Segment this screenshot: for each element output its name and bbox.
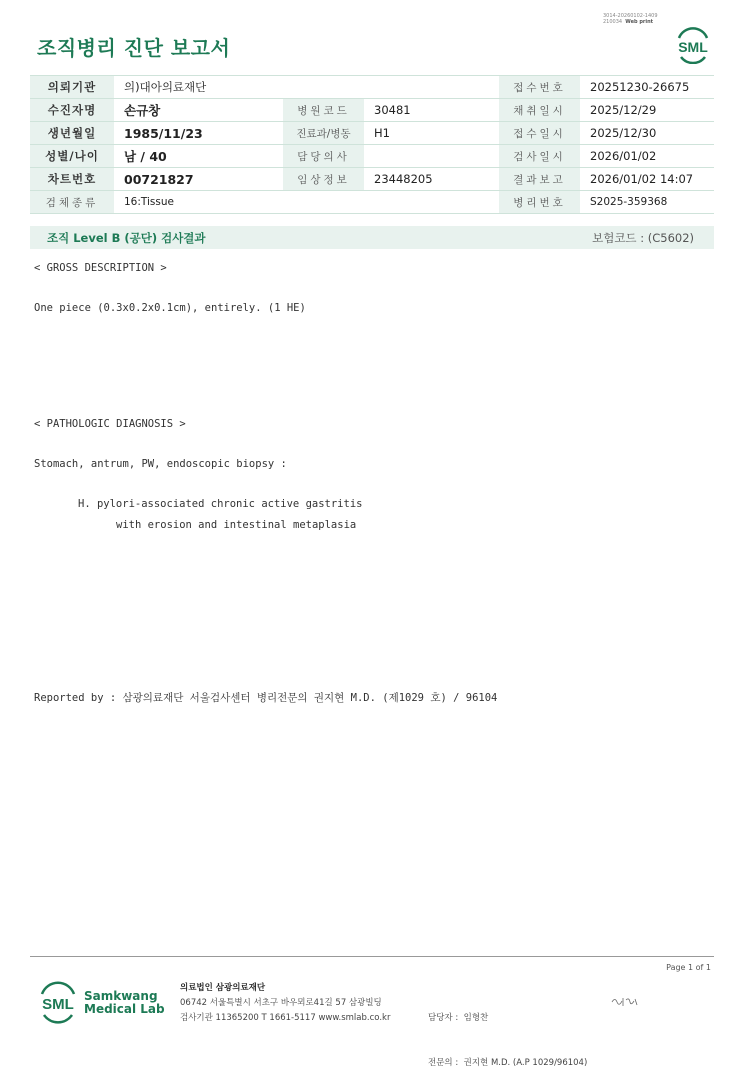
info-row xyxy=(30,145,714,168)
print-id: 3014-20260102-1409 xyxy=(603,13,658,19)
sml-logo xyxy=(673,26,713,64)
pathology-number: S2025-359368 xyxy=(580,191,714,214)
organization-name: 의료법인 삼광의료재단 xyxy=(180,983,266,993)
page-number: Page 1 of 1 xyxy=(666,963,711,972)
label-attending-doctor: 담당의사 xyxy=(283,145,364,168)
requesting-institution: 의)대아의료재단 xyxy=(114,76,283,99)
empty-cell xyxy=(283,76,364,99)
label-pathology-number: 병리번호 xyxy=(499,191,580,214)
label-sex-age: 성별/나이 xyxy=(30,145,114,168)
label-department: 진료과/병동 xyxy=(283,122,364,145)
label-collection-date: 채취일시 xyxy=(499,99,580,122)
department: H1 xyxy=(364,122,499,145)
label-specimen-type: 검체종류 xyxy=(30,191,114,214)
diagnosis-line-2: with erosion and intestinal metaplasia xyxy=(116,519,357,531)
label-chart-number: 차트번호 xyxy=(30,168,114,191)
print-code: 210034 xyxy=(603,19,623,25)
brand-line-1: Samkwang xyxy=(84,989,158,1003)
label-receipt-number: 접수번호 xyxy=(499,76,580,99)
reported-by: Reported by : 삼광의료재단 서울검사센터 병리전문의 권지현 M.D. (제1029 호) / 96104 xyxy=(34,692,498,704)
print-meta xyxy=(603,13,658,25)
receipt-date: 2025/12/30 xyxy=(580,122,714,145)
chart-number: 00721827 xyxy=(114,168,283,191)
test-date: 2026/01/02 xyxy=(580,145,714,168)
info-row xyxy=(30,191,714,214)
result-section-bar xyxy=(30,226,714,249)
label-patient-name: 수진자명 xyxy=(30,99,114,122)
info-row xyxy=(30,122,714,145)
footer-logo-text: SML xyxy=(42,996,74,1013)
sex-age: 남 / 40 xyxy=(114,145,283,168)
empty-cell xyxy=(283,191,364,214)
gross-description-text: One piece (0.3x0.2x0.1cm), entirely. (1 HE) xyxy=(34,302,306,314)
label-result-report: 결과보고 xyxy=(499,168,580,191)
label-requesting-institution: 의뢰기관 xyxy=(30,76,114,99)
specimen-description: Stomach, antrum, PW, endoscopic biopsy : xyxy=(34,458,287,470)
label-hospital-code: 병원코드 xyxy=(283,99,364,122)
label-birth-date: 생년월일 xyxy=(30,122,114,145)
brand-name xyxy=(84,990,165,1016)
page-title: 조직병리 진단 보고서 xyxy=(37,36,231,60)
label-test-date: 검사일시 xyxy=(499,145,580,168)
web-print-label: Web print xyxy=(625,19,654,25)
patient-name: 손규창 xyxy=(114,99,283,122)
contact-info xyxy=(428,981,587,1086)
result-report-date: 2026/01/02 14:07 xyxy=(580,168,714,191)
info-row xyxy=(30,99,714,122)
patient-info-table xyxy=(30,75,714,214)
organization-registration: 검사기관 11365200 T 1661-5117 www.smlab.co.kr xyxy=(180,1013,391,1023)
organization-address: 06742 서울특별시 서초구 바우뫼로41길 57 삼광빌딩 xyxy=(180,998,382,1008)
manager: 담당자 : 임형찬 xyxy=(428,1013,489,1023)
logo-text: SML xyxy=(678,39,708,55)
empty-cell xyxy=(364,191,499,214)
section-title: 조직 Level B (공단) 검사결과 xyxy=(47,231,206,245)
brand-line-2: Medical Lab xyxy=(84,1002,165,1016)
collection-date: 2025/12/29 xyxy=(580,99,714,122)
specialist: 전문의 : 권지현 M.D. (A.P 1029/96104) xyxy=(428,1058,588,1068)
pathologic-diagnosis-header: < PATHOLOGIC DIAGNOSIS > xyxy=(34,418,186,430)
label-clinical-info: 임상정보 xyxy=(283,168,364,191)
footer-divider xyxy=(30,956,714,957)
specimen-type: 16:Tissue xyxy=(114,191,283,214)
empty-cell xyxy=(364,76,499,99)
clinical-info: 23448205 xyxy=(364,168,499,191)
birth-date: 1985/11/23 xyxy=(114,122,283,145)
organization-info xyxy=(180,981,390,1026)
samkwang-logo xyxy=(36,980,80,1024)
receipt-number: 20251230-26675 xyxy=(580,76,714,99)
label-receipt-date: 접수일시 xyxy=(499,122,580,145)
gross-description-header: < GROSS DESCRIPTION > xyxy=(34,262,167,274)
diagnosis-line-1: H. pylori-associated chronic active gastritis xyxy=(78,498,363,510)
info-row xyxy=(30,76,714,99)
hospital-code: 30481 xyxy=(364,99,499,122)
attending-doctor xyxy=(364,145,499,168)
signature xyxy=(610,994,640,1008)
insurance-code: 보험코드 : (C5602) xyxy=(592,231,694,245)
info-row xyxy=(30,168,714,191)
